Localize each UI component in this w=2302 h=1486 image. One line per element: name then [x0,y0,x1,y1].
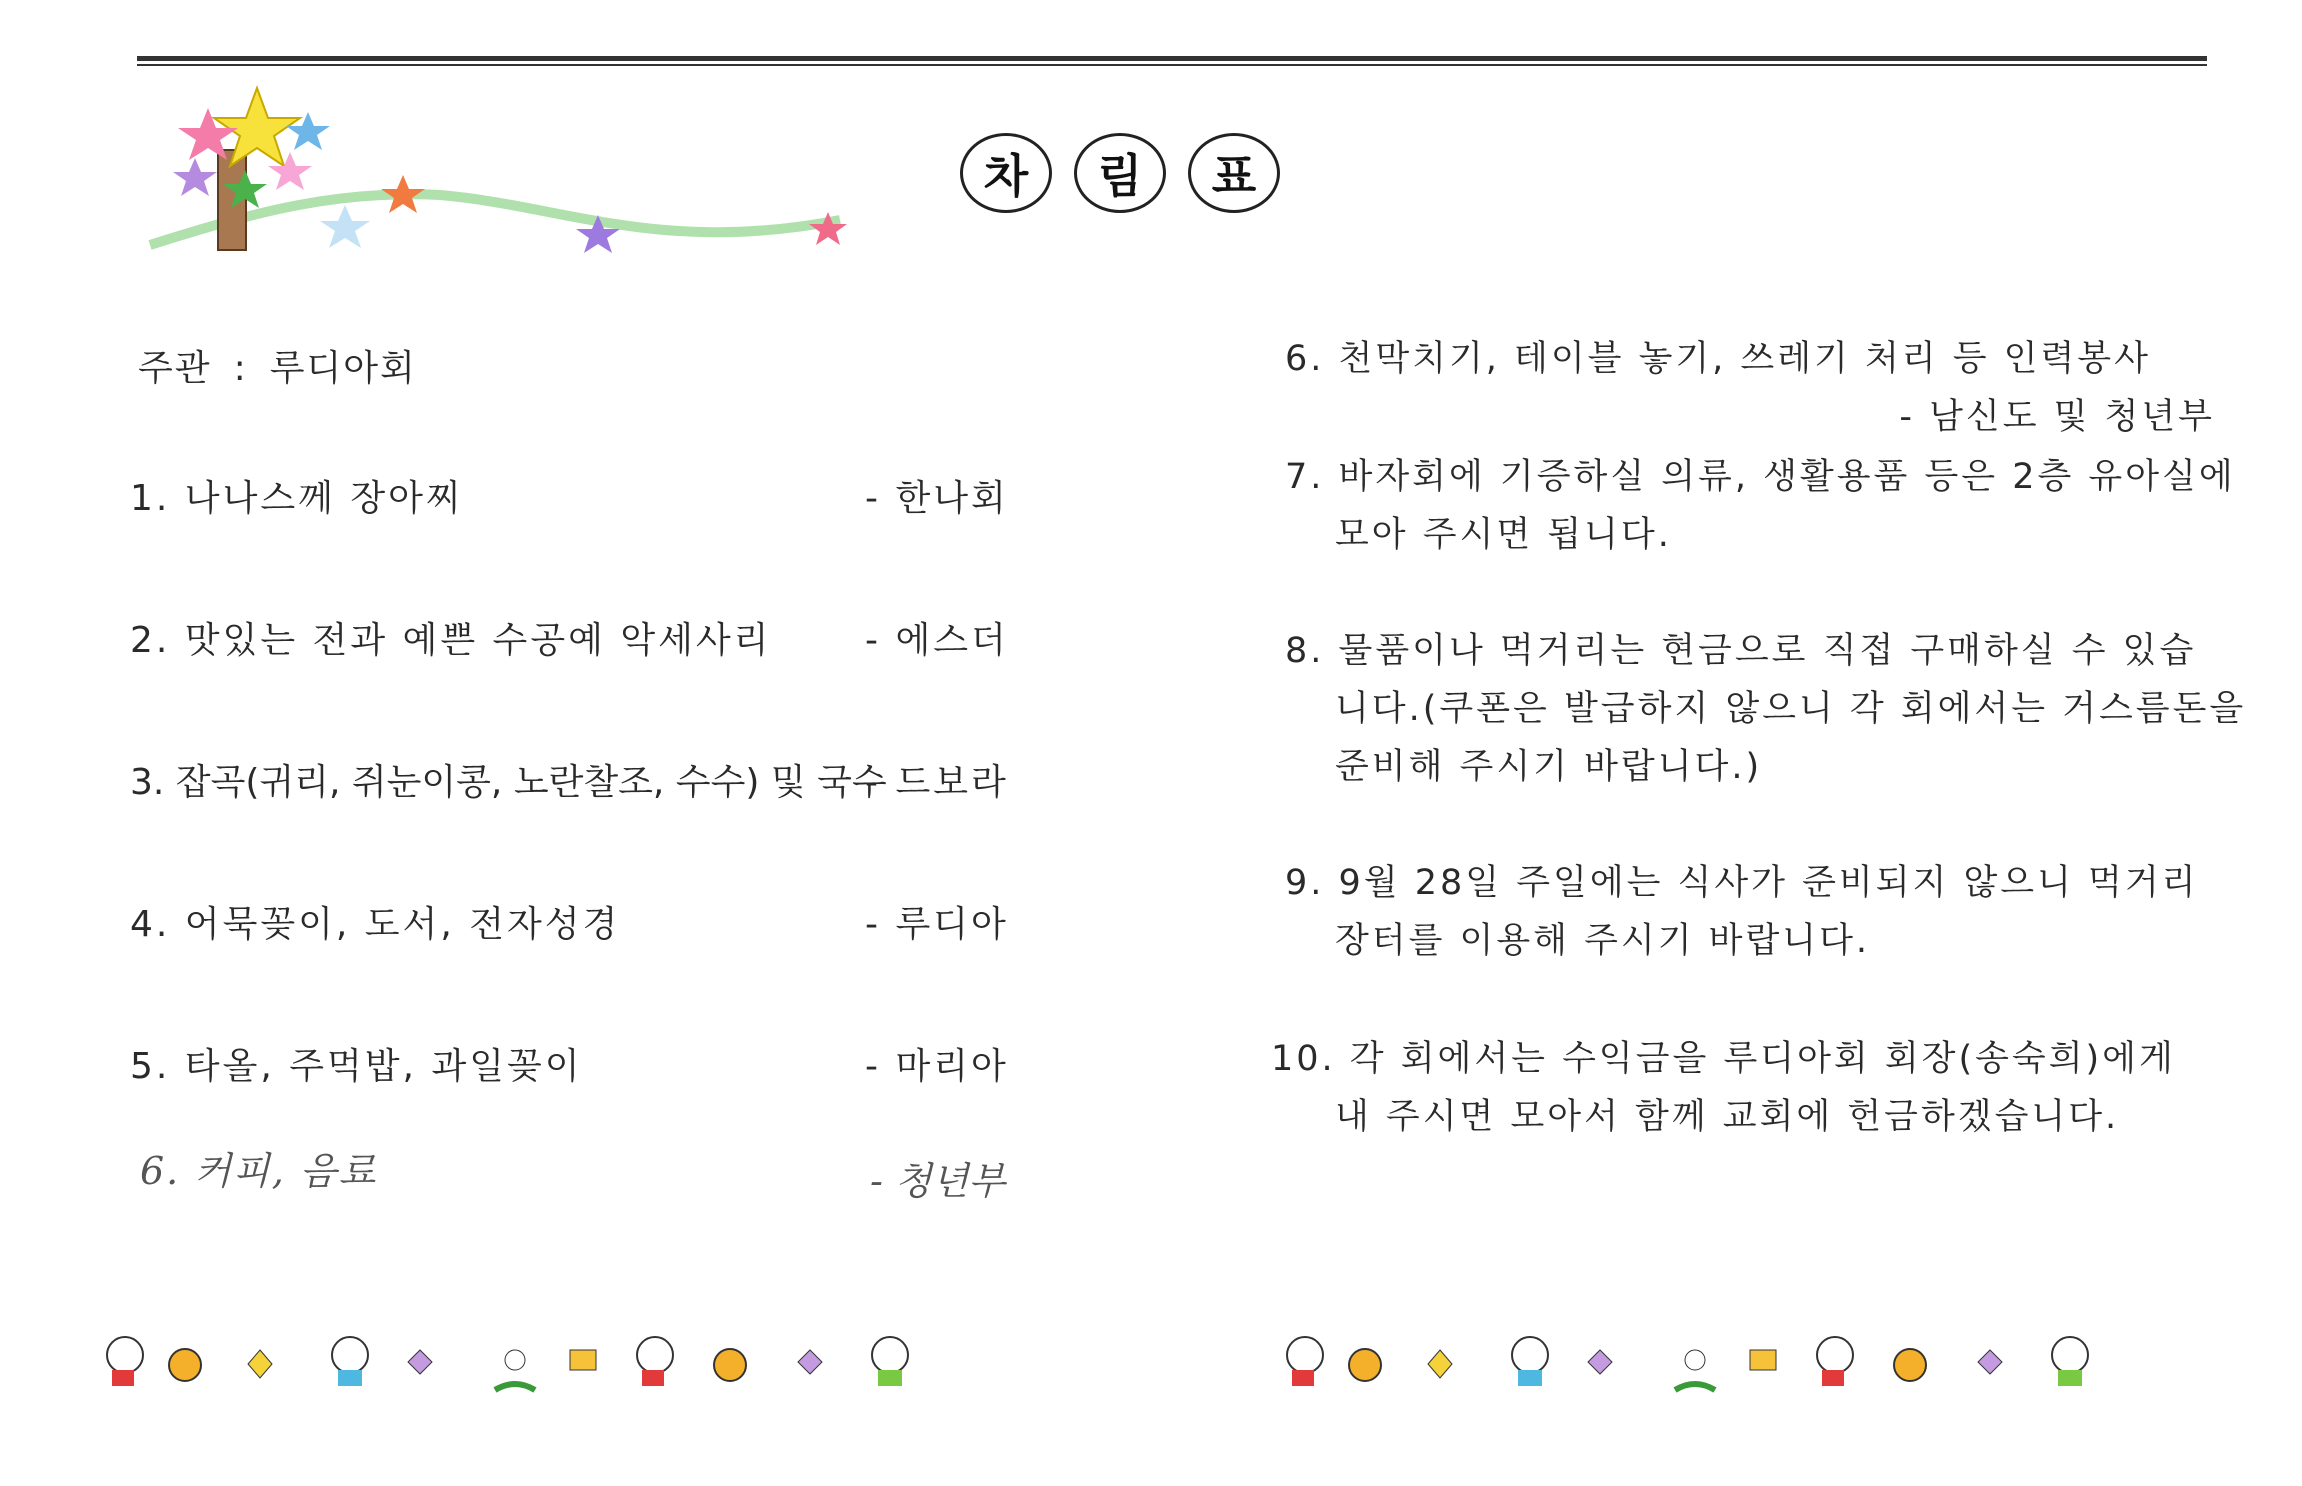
notice-item [1285,854,2225,970]
notice-item [1285,448,2236,564]
host-value: 루디아회 [269,348,417,389]
item-label: 3. 잡곡(귀리, 쥐눈이콩, 노란찰조, 수수) 및 국수 [130,762,887,803]
notice-item [1285,622,2247,796]
notice-line: - 남신도 및 청년부 [1899,397,2215,437]
list-item [130,470,1030,530]
list-item [130,754,1030,814]
list-item [130,1038,1030,1098]
notice-line: 9. 9월 28일 주일에는 식사가 준비되지 않으니 먹거리 [1285,863,2199,903]
host-sep: : [233,348,248,389]
notice-item [1271,1030,2225,1146]
title-char: 표 [1188,133,1280,213]
handwritten-item-group: - 청년부 [870,1159,1006,1203]
item-group: - 한나회 [865,470,1009,521]
item-group: - 드보라 [865,754,1009,805]
character-border-left [100,1310,1030,1410]
page-title [960,133,1280,213]
host-line [138,340,417,391]
handwritten-item-label: 6. 커피, 음료 [140,1149,378,1193]
item-label: 1. 나나스께 장아찌 [130,478,464,519]
top-rule [137,56,2207,61]
top-rule-thin [137,64,2207,66]
star-tree-decoration [140,80,860,280]
item-group: - 마리아 [865,1038,1009,1089]
notice-line: 10. 각 회에서는 수익금을 루디아회 회장(송숙희)에게 [1271,1039,2176,1079]
host-label: 주관 [138,348,212,389]
notice-line: 8. 물품이나 먹거리는 현금으로 직접 구매하실 수 있습 [1285,631,2197,671]
notice-line: 내 주시면 모아서 함께 교회에 헌금하겠습니다. [1335,1097,2120,1137]
item-label: 2. 맛있는 전과 예쁜 수공예 악세사리 [130,620,772,661]
notice-line: 니다.(쿠폰은 발급하지 않으니 각 회에서는 거스름돈을 [1335,689,2247,729]
character-border-right [1280,1310,2220,1410]
item-group: - 루디아 [865,896,1009,947]
item-label: 5. 타올, 주먹밥, 과일꽂이 [130,1046,583,1087]
notice-item [1285,330,2225,446]
list-item [130,612,1030,672]
notice-line: 준비해 주시기 바랍니다.) [1335,747,1763,787]
notice-line: 모아 주시면 됩니다. [1335,515,1672,555]
notice-line: 6. 천막치기, 테이블 놓기, 쓰레기 처리 등 인력봉사 [1285,339,2151,379]
title-char: 차 [960,133,1052,213]
item-label: 4. 어묵꽂이, 도서, 전자성경 [130,904,621,945]
title-char: 림 [1074,133,1166,213]
item-group: - 에스더 [865,612,1009,663]
list-item [130,896,1030,956]
notice-line: 장터를 이용해 주시기 바랍니다. [1335,921,1871,961]
notice-line: 7. 바자회에 기증하실 의류, 생활용품 등은 2층 유아실에 [1285,457,2236,497]
